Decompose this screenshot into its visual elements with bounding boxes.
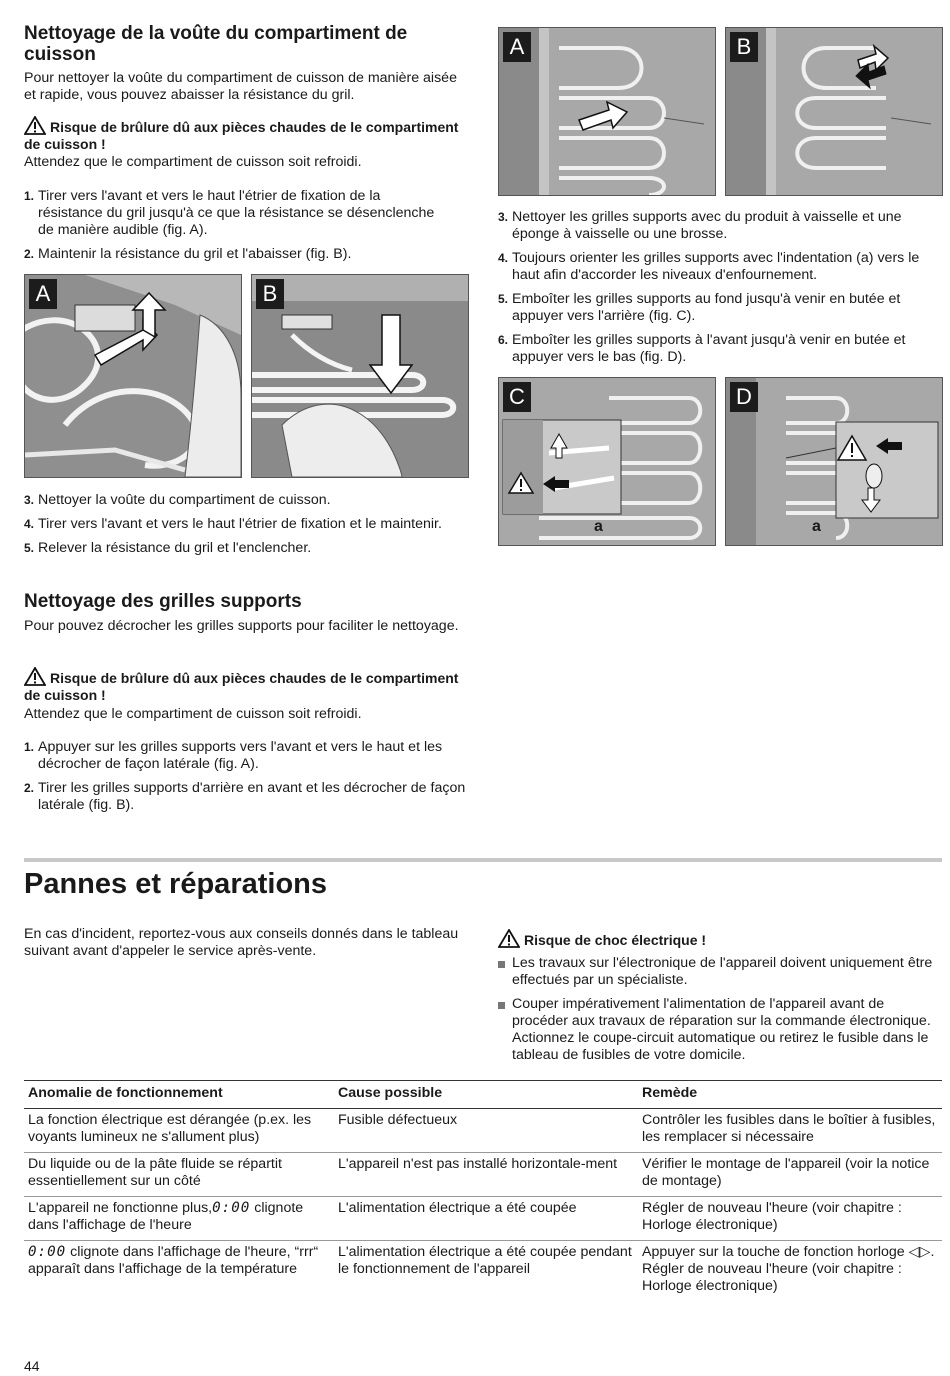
grill-lowering-illustration-a <box>25 275 241 477</box>
column-header: Anomalie de fonctionnement <box>24 1081 334 1109</box>
step-text: Tirer vers l'avant et vers le haut l'étrier de fixation et le maintenir. <box>38 516 442 532</box>
step-text: Appuyer sur les grilles supports vers l'avant et vers le haut et les décrocher de façon latérale (fig. A). <box>38 739 443 772</box>
figure-rail-c <box>498 377 716 546</box>
warning-icon <box>24 667 46 686</box>
step-number: 2. <box>24 781 35 795</box>
figure-rail-a <box>498 27 716 196</box>
step-number: 5. <box>24 541 35 555</box>
lcd-time-display: 0:00 <box>28 1244 67 1260</box>
list-item <box>24 780 469 814</box>
step-number: 2. <box>24 247 35 261</box>
rail-removal-illustration-a <box>499 28 715 195</box>
step-number: 4. <box>498 251 509 265</box>
vault-steps-1-2 <box>24 188 444 270</box>
table-cell: L'alimentation électrique a été coupée <box>334 1197 638 1241</box>
step-number: 6. <box>498 333 509 347</box>
table-cell <box>24 1197 334 1241</box>
table-cell: Du liquide ou de la pâte fluide se répartit essentiellement sur un côté <box>24 1153 334 1197</box>
step-text: Tirer les grilles supports d'arrière en avant et les décrocher de façon latérale (fig. B). <box>38 780 466 813</box>
vault-steps-3-5 <box>24 492 464 564</box>
cell-text: Appuyer sur la touche de fonction horloge <box>642 1244 905 1260</box>
page-title-repairs: Pannes et réparations <box>24 868 327 900</box>
step-number: 3. <box>24 493 35 507</box>
burn-warning-1-text: Attendez que le compartiment de cuisson soit refroidi. <box>24 154 362 170</box>
rail-mounting-illustration-c <box>499 378 715 545</box>
table-cell: L'appareil n'est pas installé horizontale-ment <box>334 1153 638 1197</box>
rail-removal-illustration-b <box>726 28 942 195</box>
list-item <box>24 739 469 773</box>
step-number: 1. <box>24 740 35 754</box>
figure-label: D <box>730 382 758 412</box>
section-title-rails-cleaning: Nettoyage des grilles supports <box>24 591 302 612</box>
figure-rail-d <box>725 377 943 546</box>
lcd-time-display: 0:00 <box>212 1200 251 1216</box>
table-row <box>24 1109 942 1153</box>
table-header-row <box>24 1081 942 1109</box>
page-number: 44 <box>24 1358 40 1374</box>
column-header: Cause possible <box>334 1081 638 1109</box>
list-item <box>24 540 464 557</box>
table-cell <box>638 1241 942 1302</box>
table-cell: L'alimentation électrique a été coupée pendant le fonctionnement de l'appareil <box>338 1244 632 1277</box>
step-text: Tirer vers l'avant et vers le haut l'étrier de fixation de la résistance du gril jusqu'à ce que la résistance se désenclenche de manière audible (fig. A). <box>38 188 435 238</box>
clock-button-icon: ◁▷ <box>908 1244 931 1260</box>
cell-text: clignote dans l'affichage de l'heure <box>28 1200 304 1233</box>
table-cell: Régler de nouveau l'heure (voir chapitre : Horloge électronique) <box>638 1197 942 1241</box>
grill-lowering-illustration-b <box>252 275 468 477</box>
table-row <box>24 1197 942 1241</box>
troubleshooting-table <box>24 1080 942 1301</box>
table-cell: La fonction électrique est dérangée (p.ex. les voyants lumineux ne s'allument plus) <box>24 1109 334 1153</box>
indentation-marker-a: a <box>812 518 821 535</box>
burn-warning-2 <box>24 667 469 704</box>
step-number: 3. <box>498 210 509 224</box>
step-number: 1. <box>24 189 35 203</box>
table-cell: Fusible défectueux <box>334 1109 638 1153</box>
list-item <box>24 188 444 239</box>
list-item: Couper impérativement l'alimentation de l'appareil avant de procéder aux travaux de réparation sur la commande électronique. Actionnez le coupe-circuit automatique ou retirez le fusible dans le tableau de fusibles de votre domicile. <box>498 996 944 1064</box>
rails-steps-1-2 <box>24 739 469 821</box>
cell-text: L'appareil ne fonctionne plus, <box>28 1200 213 1216</box>
cell-text: . Régler de nouveau l'heure (voir chapitre : Horloge électronique) <box>642 1244 935 1294</box>
list-item <box>498 332 942 366</box>
list-item <box>24 246 444 263</box>
table-cell <box>24 1241 334 1302</box>
section-divider <box>24 858 942 862</box>
step-number: 4. <box>24 517 35 531</box>
figure-grill-b <box>251 274 469 478</box>
list-item <box>498 250 942 284</box>
list-item: Les travaux sur l'électronique de l'appareil doivent uniquement être effectués par un spécialiste. <box>498 955 944 989</box>
electric-warning-bullets <box>498 955 944 1071</box>
repairs-intro: En cas d'incident, reportez-vous aux conseils donnés dans le tableau suivant avant d'appeler le service après-vente. <box>24 926 459 959</box>
burn-warning-1 <box>24 116 469 153</box>
warning-icon <box>24 116 46 135</box>
table-row <box>24 1241 942 1302</box>
burn-warning-2-text: Attendez que le compartiment de cuisson soit refroidi. <box>24 706 362 722</box>
step-text: Emboîter les grilles supports au fond jusqu'à venir en butée et appuyer vers l'arrière (fig. C). <box>512 291 901 324</box>
list-item <box>24 516 464 533</box>
figure-label: B <box>730 32 758 62</box>
figure-label: A <box>29 279 57 309</box>
step-number: 5. <box>498 292 509 306</box>
electric-shock-warning <box>498 929 942 949</box>
section-title-vault-cleaning: Nettoyage de la voûte du compartiment de cuisson <box>24 23 408 65</box>
column-header: Remède <box>638 1081 942 1109</box>
figure-label: C <box>503 382 531 412</box>
step-text: Nettoyer les grilles supports avec du produit à vaisselle et une éponge à vaisselle ou une brosse. <box>512 209 902 242</box>
cell-text: clignote dans l'affichage de l'heure, “rrr“ apparaît dans l'affichage de la température <box>28 1244 319 1277</box>
table-cell: Contrôler les fusibles dans le boîtier à fusibles, les remplacer si nécessaire <box>638 1109 942 1153</box>
figure-label: B <box>256 279 284 309</box>
step-text: Relever la résistance du gril et l'enclencher. <box>38 540 312 556</box>
indentation-marker-a: a <box>594 518 603 535</box>
rails-steps-3-6 <box>498 209 942 373</box>
vault-intro: Pour nettoyer la voûte du compartiment de cuisson de manière aisée et rapide, vous pouvez abaisser la résistance du gril. <box>24 70 457 103</box>
list-item <box>498 209 942 243</box>
burn-warning-1-title: Risque de brûlure dû aux pièces chaudes de le compartiment de cuisson ! <box>24 119 459 152</box>
table-cell: Vérifier le montage de l'appareil (voir la notice de montage) <box>638 1153 942 1197</box>
step-text: Maintenir la résistance du gril et l'abaisser (fig. B). <box>38 246 352 262</box>
electric-shock-warning-title: Risque de choc électrique ! <box>524 932 707 948</box>
table-row <box>24 1153 942 1197</box>
figure-label: A <box>503 32 531 62</box>
step-text: Emboîter les grilles supports à l'avant jusqu'à venir en butée et appuyer vers le bas (fig. D). <box>512 332 906 365</box>
step-text: Toujours orienter les grilles supports avec l'indentation (a) vers le haut afin d'accorder les niveaux d'enfournement. <box>512 250 920 283</box>
figure-rail-b <box>725 27 943 196</box>
list-item <box>24 492 464 509</box>
figure-grill-a <box>24 274 242 478</box>
warning-icon <box>498 929 520 948</box>
rails-intro: Pour pouvez décrocher les grilles supports pour faciliter le nettoyage. <box>24 618 459 634</box>
list-item <box>498 291 942 325</box>
rail-mounting-illustration-d <box>726 378 942 545</box>
burn-warning-2-title: Risque de brûlure dû aux pièces chaudes de le compartiment de cuisson ! <box>24 670 459 703</box>
step-text: Nettoyer la voûte du compartiment de cuisson. <box>38 492 331 508</box>
